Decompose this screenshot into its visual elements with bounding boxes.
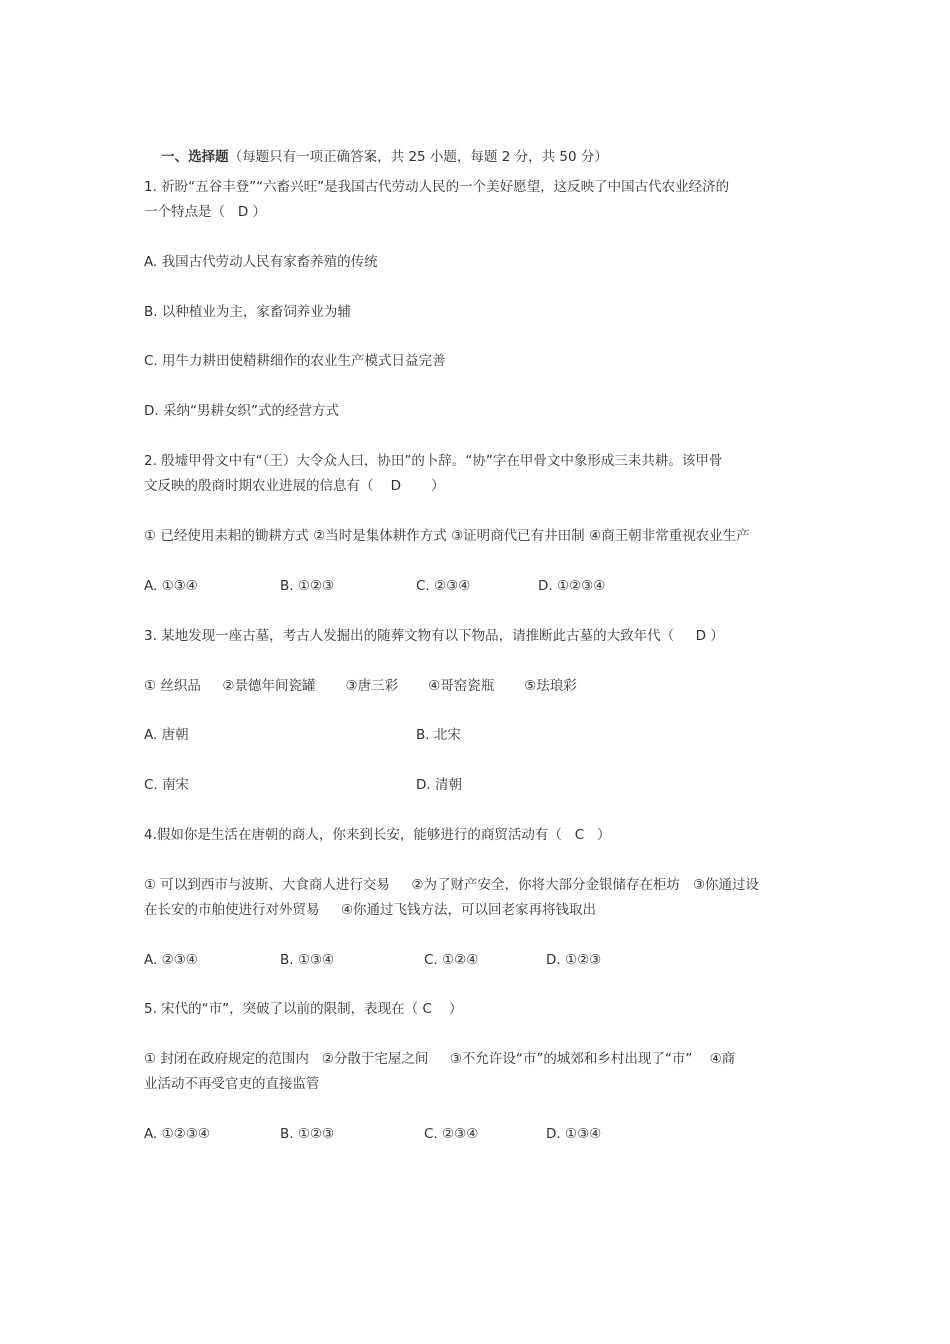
section-note: （每题只有一项正确答案，共 25 小题，每题 2 分，共 50 分） (228, 149, 608, 165)
q3-statements: ① 丝织品 ②景德年间瓷罐 ③唐三彩 ④哥窑瓷瓶 ⑤珐琅彩 (144, 678, 577, 694)
q1-option-b: B. 以种植业为主，家畜饲养业为辅 (144, 304, 351, 320)
q4-stem: 4.假如你是生活在唐朝的商人，你来到长安，能够进行的商贸活动有（ C ） (144, 827, 611, 843)
q2-option-b: B. ①②③ (280, 578, 335, 594)
q3-stem: 3. 某地发现一座古墓，考古人发掘出的随葬文物有以下物品，请推断此古墓的大致年代（ D ） (144, 628, 724, 644)
q1-stem-line1: 1. 祈盼“五谷丰登”“六畜兴旺”是我国古代劳动人民的一个美好愿望，这反映了中国古代农业经济的 (144, 179, 730, 195)
q5-option-c: C. ②③④ (424, 1126, 479, 1142)
q4-statements-line2: 在长安的市舶使进行对外贸易 ④你通过飞钱方法，可以回老家再将钱取出 (144, 902, 597, 918)
q4-statements-line1: ① 可以到西市与波斯、大食商人进行交易 ②为了财产安全，你将大部分金银储存在柜坊 ③你通过设 (144, 877, 759, 893)
q5-statements-line1: ① 封闭在政府规定的范围内 ②分散于宅屋之间 ③不允许设“市”的城郊和乡村出现了“市” ④商 (144, 1051, 736, 1067)
q4-option-d: D. ①②③ (546, 952, 602, 968)
q3-option-b: B. 北宋 (416, 727, 461, 743)
q5-option-a: A. ①②③④ (144, 1126, 210, 1142)
q3-option-a: A. 唐朝 (144, 727, 189, 743)
q1-stem-line2: 一个特点是（ D ） (144, 204, 267, 220)
q4-option-c: C. ①②④ (424, 952, 479, 968)
q4-option-b: B. ①③④ (280, 952, 335, 968)
q5-option-b: B. ①②③ (280, 1126, 335, 1142)
q1-option-d: D. 采纳“男耕女织”式的经营方式 (144, 403, 339, 419)
q2-stem-line1: 2. 殷墟甲骨文中有“（王）大令众人曰，协田”的卜辞。“协”字在甲骨文中象形成三耒共耕。该甲骨 (144, 453, 723, 469)
q4-option-a: A. ②③④ (144, 952, 198, 968)
q2-option-c: C. ②③④ (416, 578, 471, 594)
q5-statements-line2: 业活动不再受官吏的直接监管 (144, 1076, 320, 1092)
q3-option-d: D. 清朝 (416, 777, 462, 793)
q2-option-d: D. ①②③④ (538, 578, 606, 594)
q2-option-a: A. ①③④ (144, 578, 198, 594)
q2-statements: ① 已经使用耒耜的锄耕方式 ②当时是集体耕作方式 ③证明商代已有井田制 ④商王朝非常重视农业生产 (144, 528, 750, 544)
q5-option-d: D. ①③④ (546, 1126, 602, 1142)
section-title: 一、选择题 (161, 149, 229, 165)
q5-stem: 5. 宋代的“市”，突破了以前的限制，表现在（ C ） (144, 1001, 463, 1017)
q1-option-a: A. 我国古代劳动人民有家畜养殖的传统 (144, 254, 378, 270)
q3-option-c: C. 南宋 (144, 777, 190, 793)
q1-option-c: C. 用牛力耕田使精耕细作的农业生产模式日益完善 (144, 353, 446, 369)
q2-stem-line2: 文反映的殷商时期农业进展的信息有（ D ） (144, 478, 445, 494)
